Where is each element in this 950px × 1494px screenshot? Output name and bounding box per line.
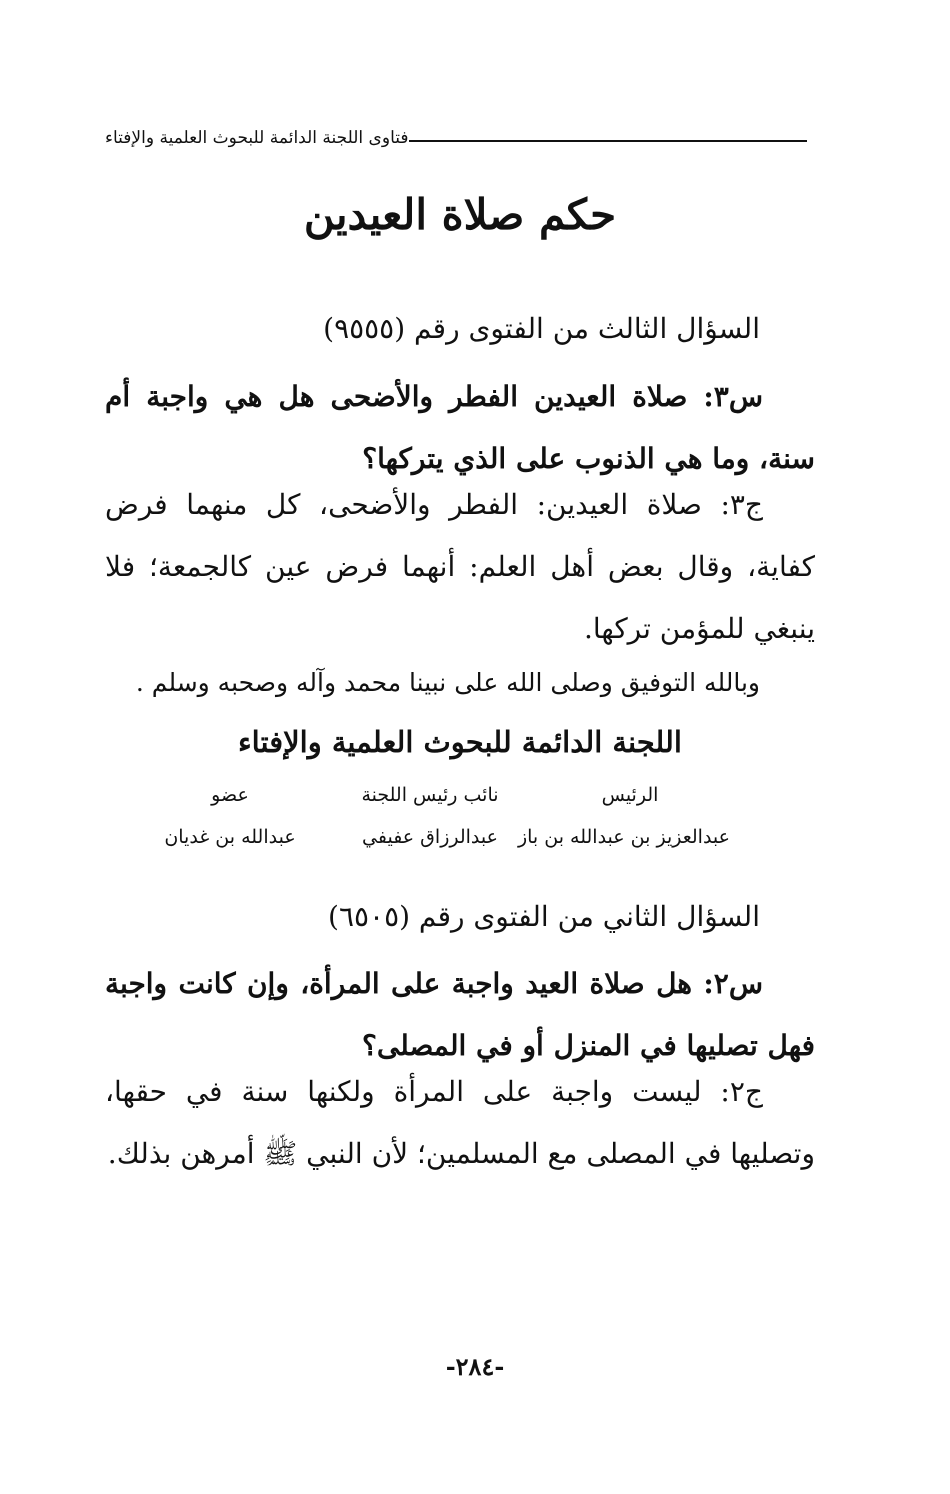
- signature-roles: [130, 784, 730, 806]
- section2-answer: ج٢: ليست واجبة على المرأة ولكنها سنة في حقها، وتصليها في المصلى مع المسلمين؛ لأن النبي ﷺ أمرهن بذلك.: [105, 1075, 815, 1170]
- name-chairman: عبدالعزيز بن عبدالله بن باز: [517, 826, 730, 848]
- name-vice-chairman: عبدالرزاق عفيفي: [362, 826, 498, 848]
- committee-name: اللجنة الدائمة للبحوث العلمية والإفتاء: [238, 725, 682, 759]
- section1-question: س٣: صلاة العيدين الفطر والأضحى هل هي واجبة أم سنة، وما هي الذنوب على الذي يتركها؟: [105, 380, 815, 475]
- section2-heading: السؤال الثاني من الفتوى رقم (٦٥٠٥): [328, 900, 760, 933]
- name-member: عبدالله بن غديان: [164, 826, 296, 848]
- running-header: [105, 118, 815, 158]
- role-vice-chairman: نائب رئيس اللجنة: [361, 784, 499, 806]
- section2-question: س٢: هل صلاة العيد واجبة على المرأة، وإن كانت واجبة فهل تصليها في المنزل أو في المصلى؟: [105, 967, 815, 1062]
- page-number: -٢٨٤-: [445, 1352, 505, 1381]
- signature-names: [130, 826, 730, 848]
- page-title: حكم صلاة العيدين: [303, 190, 617, 239]
- closing-line: وبالله التوفيق وصلى الله على نبينا محمد وآله وصحبه وسلم .: [135, 668, 760, 697]
- role-member: عضو: [211, 784, 249, 806]
- section1-answer: ج٣: صلاة العيدين: الفطر والأضحى، كل منهما فرض كفاية، وقال بعض أهل العلم: أنهما فرض عين كالجمعة؛ فلا ينبغي للمؤمن تركها.: [105, 488, 815, 645]
- section1-heading: السؤال الثالث من الفتوى رقم (٩٥٥٥): [323, 312, 760, 345]
- header-rule: [409, 140, 807, 142]
- role-chairman: الرئيس: [601, 784, 659, 806]
- header-title: فتاوى اللجنة الدائمة للبحوث العلمية والإفتاء: [105, 128, 409, 148]
